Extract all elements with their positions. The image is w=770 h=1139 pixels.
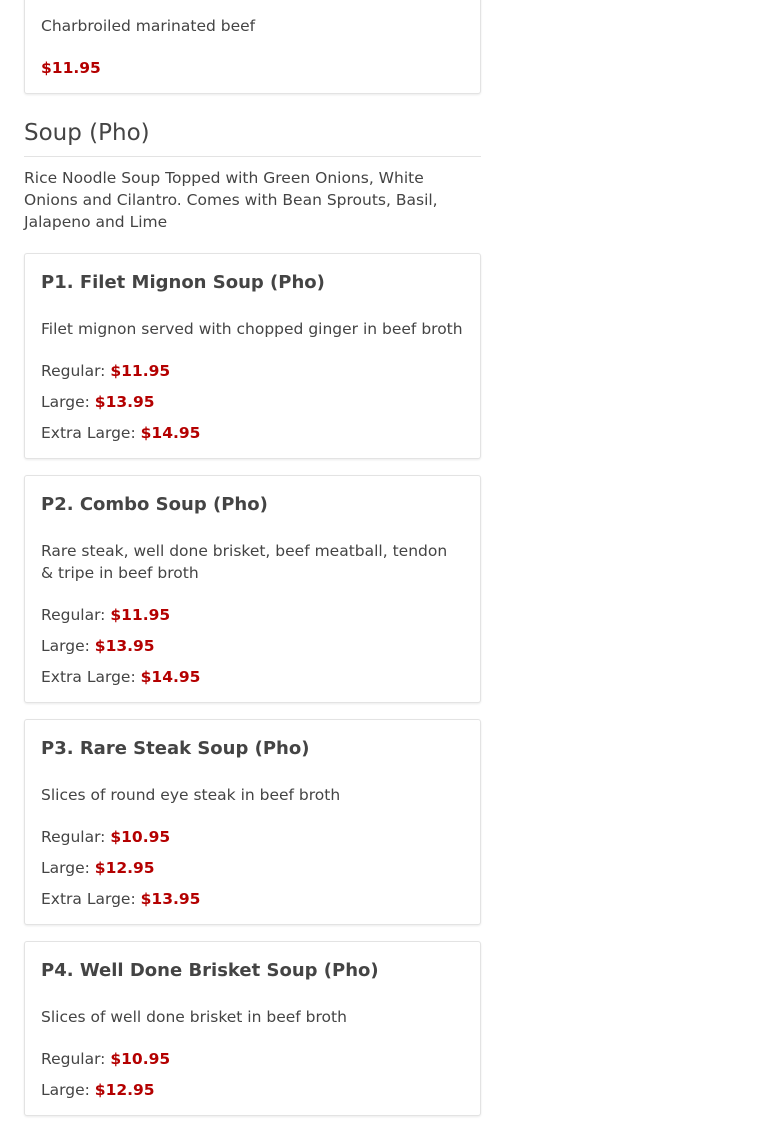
- size-label: Extra Large:: [41, 668, 136, 686]
- item-price: $12.95: [94, 1081, 155, 1099]
- price-row-extra-large: [41, 888, 464, 910]
- item-price: $13.95: [94, 393, 155, 411]
- price-row-large: [41, 635, 464, 657]
- size-label: Regular:: [41, 1050, 106, 1068]
- item-price: $11.95: [110, 606, 171, 624]
- item-name[interactable]: P1. Filet Mignon Soup (Pho): [41, 272, 325, 293]
- menu-item-card[interactable]: [24, 475, 481, 703]
- item-name[interactable]: P4. Well Done Brisket Soup (Pho): [41, 960, 379, 981]
- price-row-large: [41, 1079, 464, 1101]
- price-row-regular: [41, 826, 464, 848]
- price-row-extra-large: [41, 422, 464, 444]
- menu-item-card[interactable]: [24, 719, 481, 925]
- menu-column: [24, 0, 481, 1132]
- size-label: Regular:: [41, 606, 106, 624]
- item-description: Slices of round eye steak in beef broth: [41, 786, 341, 804]
- size-label: Large:: [41, 393, 90, 411]
- item-price: $12.95: [94, 859, 155, 877]
- size-label: Large:: [41, 859, 90, 877]
- item-name[interactable]: P2. Combo Soup (Pho): [41, 494, 268, 515]
- item-price: $11.95: [41, 59, 101, 77]
- menu-item-card[interactable]: [24, 0, 481, 94]
- section-description: Rice Noodle Soup Topped with Green Onions, White Onions and Cilantro. Comes with Bean Sprouts, Basil, Jalapeno and Lime: [24, 169, 438, 231]
- price-row-extra-large: [41, 666, 464, 688]
- price-row-regular: [41, 1048, 464, 1070]
- size-label: Large:: [41, 637, 90, 655]
- item-price: $14.95: [140, 668, 201, 686]
- size-label: Regular:: [41, 828, 106, 846]
- price-row-regular: [41, 604, 464, 626]
- item-price: $10.95: [110, 1050, 171, 1068]
- section-title: Soup (Pho): [24, 118, 481, 157]
- menu-item-card[interactable]: [24, 941, 481, 1116]
- item-description: Slices of well done brisket in beef broth: [41, 1008, 347, 1026]
- price-row-regular: [41, 360, 464, 382]
- price-row: [41, 57, 464, 79]
- item-name[interactable]: P3. Rare Steak Soup (Pho): [41, 738, 310, 759]
- item-price: $14.95: [140, 424, 201, 442]
- price-row-large: [41, 391, 464, 413]
- menu-item-card[interactable]: [24, 253, 481, 459]
- size-label: Large:: [41, 1081, 90, 1099]
- item-description: Rare steak, well done brisket, beef meatball, tendon & tripe in beef broth: [41, 542, 448, 582]
- size-label: Extra Large:: [41, 890, 136, 908]
- size-label: Regular:: [41, 362, 106, 380]
- item-price: $13.95: [140, 890, 201, 908]
- item-price: $10.95: [110, 828, 171, 846]
- item-price: $13.95: [94, 637, 155, 655]
- item-description: Filet mignon served with chopped ginger in beef broth: [41, 320, 463, 338]
- price-row-large: [41, 857, 464, 879]
- size-label: Extra Large:: [41, 424, 136, 442]
- item-price: $11.95: [110, 362, 171, 380]
- item-description: Charbroiled marinated beef: [41, 17, 256, 35]
